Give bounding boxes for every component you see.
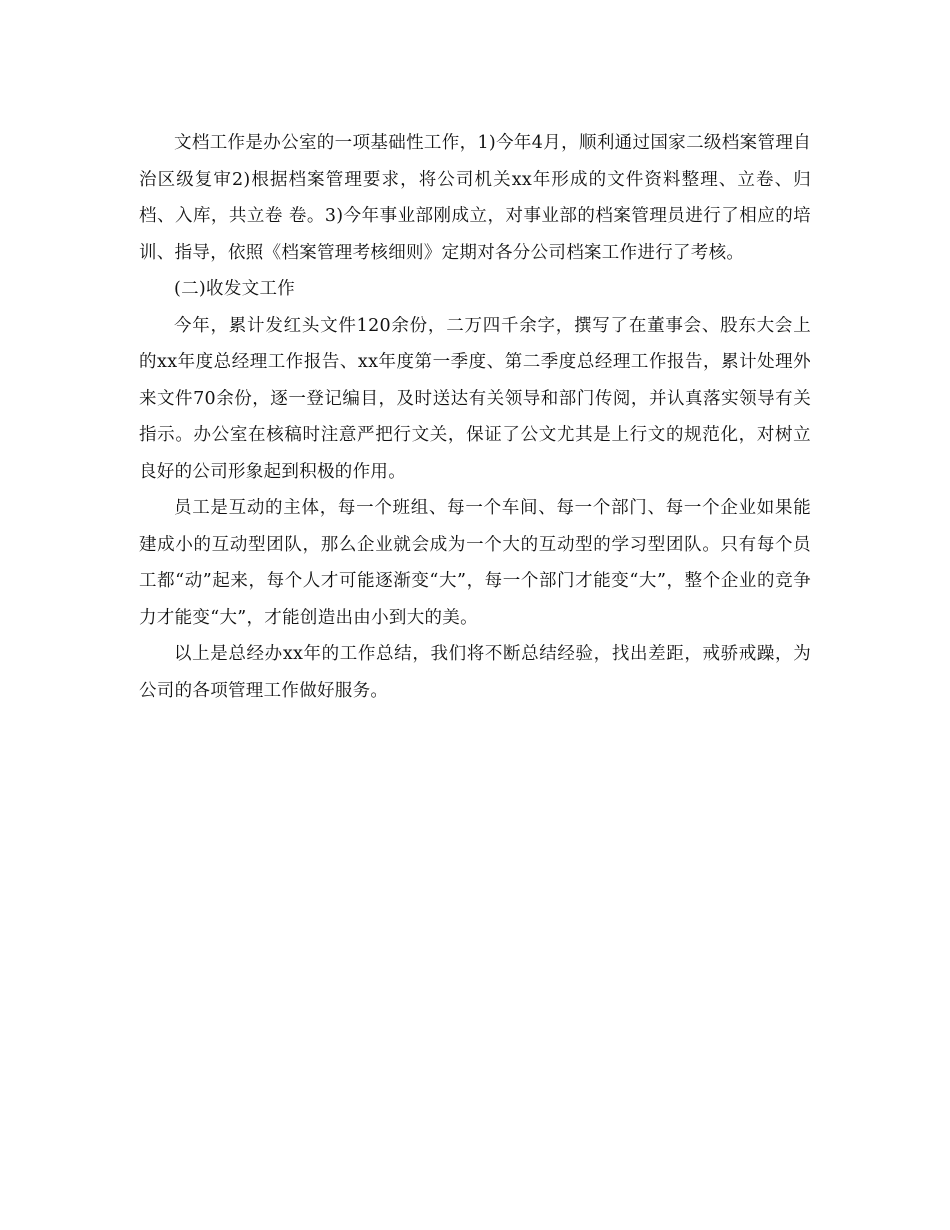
paragraph-dispatch-work: 今年，累计发红头文件120余份，二万四千余字，撰写了在董事会、股东大会上的xx年度总经理工作报告、xx年度第一季度、第二季度总经理工作报告，累计处理外来文件70余份，逐一登记编目，及时送达有关领导和部门传阅，并认真落实领导有关指示。办公室在核稿时注意严把行文关，保证了公文尤其是上行文的规范化，对树立良好的公司形象起到积极的作用。: [139, 315, 811, 482]
paragraph-employee-interaction: 员工是互动的主体，每一个班组、每一个车间、每一个部门、每一个企业如果能建成小的互动型团队，那么企业就会成为一个大的互动型的学习型团队。只有每个员工都“动”起来，每个人才可能逐渐变“大”，每一个部门才能变“大”，整个企业的竞争力才能变“大”，才能创造出由小到大的美。: [139, 498, 811, 628]
document-body: [139, 125, 811, 709]
paragraph-archives-work: 文档工作是办公室的一项基础性工作，1)今年4月，顺利通过国家二级档案管理自治区级复审2)根据档案管理要求，将公司机关xx年形成的文件资料整理、立卷、归档、入库，共立卷 卷。3)今年事业部刚成立，对事业部的档案管理员进行了相应的培训、指导，依照《档案管理考核细则》定期对各分公司档案工作进行了考核。: [139, 133, 811, 263]
paragraph-conclusion: 以上是总经办xx年的工作总结，我们将不断总结经验，找出差距，戒骄戒躁，为公司的各项管理工作做好服务。: [139, 644, 811, 701]
section-heading-dispatch: (二)收发文工作: [174, 279, 296, 299]
